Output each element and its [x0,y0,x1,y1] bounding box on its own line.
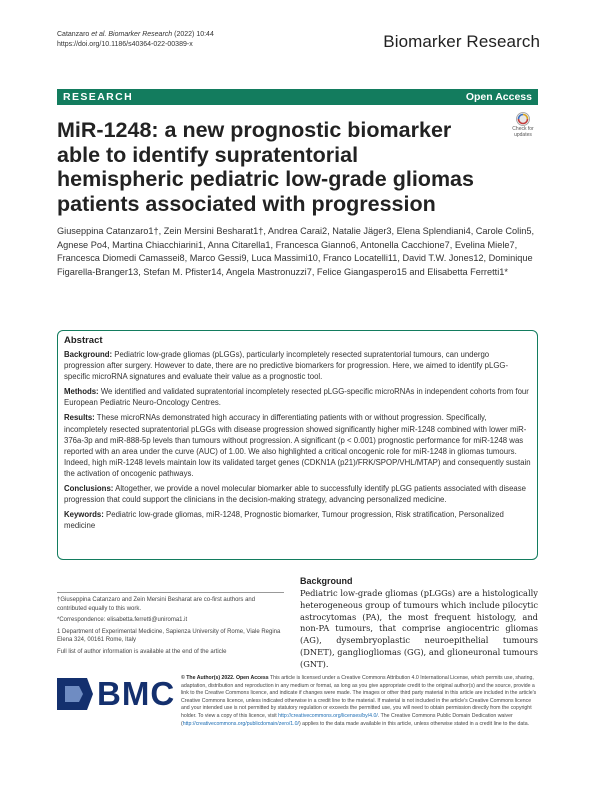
citation-et-al: et al. [89,31,109,38]
footnotes [57,592,284,660]
citation-header [57,30,214,50]
background-paragraph: Pediatric low-grade gliomas (pLGGs) are a histologically heterogeneous group of tumours which include pilocytic astrocytomas (PA), the most frequent histology, and non-PA tumours, that comprise angiocentric gliomas (AG), dysembryoplastic neuroepithelial tumours (DNET), gangliogliomas (GG), and glioneuronal tumours (GNT). [300,588,538,669]
check-for-updates-icon [508,112,538,126]
abstract-keywords: Keywords: Pediatric low-grade gliomas, miR-1248, Prognostic biomarker, Tumour progression, Risk stratification, Personalized medicine [64,510,504,531]
license-text: © The Author(s) 2022. Open Access This article is licensed under a Creative Commons Attribution 4.0 International License, which permits use, sharing, adaptation, distribution and reproduction in any medium or format, as long as you give appropriate credit to the original author(s) and the source, provide a link to the Creative Commons licence, and indicate if changes were made. The images or other third party material in this article are included in the article's Creative Commons licence, unless indicated otherwise in a credit line to the material. If material is not included in the article's Creative Commons licence and your intended use is not permitted by statutory regulation or exceeds the permitted use, you will need to obtain permission directly from the copyright holder. To view a copy of this licence, visit http://creativecommons.org/licenses/by/4.0/. The Creative Commons Public Domain Dedication waiver (http://creativecommons.org/publicdomain/zero/1.0/) applies to the data made available in this article, unless otherwise stated in a credit line to the data. [181,675,537,727]
check-for-updates-label: Check for updates [512,126,534,138]
footnote-full-list: Full list of author information is available at the end of the article [57,648,227,655]
public-domain-link[interactable]: http://creativecommons.org/publicdomain/zero/1.0/ [182,720,299,727]
footnote-correspondence[interactable]: *Correspondence: elisabetta.ferretti@uniroma1.it [57,617,188,624]
bmc-logo-text: BMC [97,675,176,712]
footnote-divider [57,592,284,593]
open-access-label: Open Access [465,91,532,103]
abstract-results: Results: These microRNAs demonstrated high accuracy in differentiating patients with or without progression. Specifically, incompletely resected supratentorial pLGGs with disease progression showed significantly higher miR-1248 combined with lower miR-376a-3p and miR-888-5p levels than tumours without progression. A significant (p < 0.001) prognostic performance for miR-1248 was reported with an area under the curve (AUC) of 1.00. We also highlighted a critical oncogenic role for miR-1248 in gliomas tumours. Indeed, high miR-1248 levels maintain low its validated target genes (CDKN1A (p21)/FRK/SPOP/VHL/MTAP) and consequently sustain the activation of oncogenic pathways. [64,413,531,478]
abstract-box [57,330,538,560]
citation-journal: Biomarker Research [108,31,173,38]
abstract-heading: Abstract [64,335,103,346]
footnote-equal-contribution: †Giuseppina Catanzaro and Zein Mersini Besharat are co-first authors and contributed equally to this work. [57,597,256,612]
doi-link[interactable]: https://doi.org/10.1186/s40364-022-00389-x [57,41,193,48]
article-type-banner [57,89,538,105]
journal-name: Biomarker Research [383,32,540,51]
citation-year-volume: (2022) 10:44 [174,31,214,38]
author-list: Giuseppina Catanzaro1†, Zein Mersini Besharat1†, Andrea Carai2, Natalie Jäger3, Elena Splendiani4, Carole Colin5, Agnese Po4, Martina Chiacchiarini1, Anna Citarella1, Francesca Gianno6, Antonella Cacchione7, Evelina Miele7, Francesca Diomedi Camassei8, Marco Gessi9, Luca Massimi10, Franco Locatelli11, David T.W. Jones12, Dominique Figarella-Branger13, Stefan M. Pfister14, Angela Mastronuzzi7, Felice Giangaspero15 and Elisabetta Ferretti1* [57,226,535,277]
citation-line [57,30,214,40]
footnote-affiliation: 1 Department of Experimental Medicine, Sapienza University of Rome, Viale Regina Elena 324, 00161 Rome, Italy [57,628,281,644]
abstract-methods: Methods: We identified and validated supratentorial incompletely resected pLGG-specific microRNAs in independent cohorts from four European Pediatric Neuro-Oncology Centres. [64,387,529,408]
citation-authors: Catanzaro [57,31,90,38]
article-type-label: RESEARCH [63,91,134,103]
article-title: MiR-1248: a new prognostic biomarker able to identify supratentorial hemispheric pediatric low-grade gliomas patients associated with progression [57,118,474,216]
background-heading: Background [300,576,353,586]
abstract-conclusions: Conclusions: Altogether, we provide a novel molecular biomarker able to successfully identify pLGG patients associated with disease progression that could support the clinicians in the decision-making strategy, advancing personalized medicine. [64,484,526,505]
license-link[interactable]: http://creativecommons.org/licenses/by/4.0/ [278,712,378,719]
check-for-updates-badge[interactable] [508,112,538,140]
abstract-background: Background: Pediatric low-grade gliomas (pLGGs), particularly incompletely resected supratentorial tumours, can undergo progression after surgery. However to date, there are no predictive biomarkers for progression. Here, we aimed to identify pLGG-specific microRNA signatures and evaluate their value as a prognostic tool. [64,350,509,382]
